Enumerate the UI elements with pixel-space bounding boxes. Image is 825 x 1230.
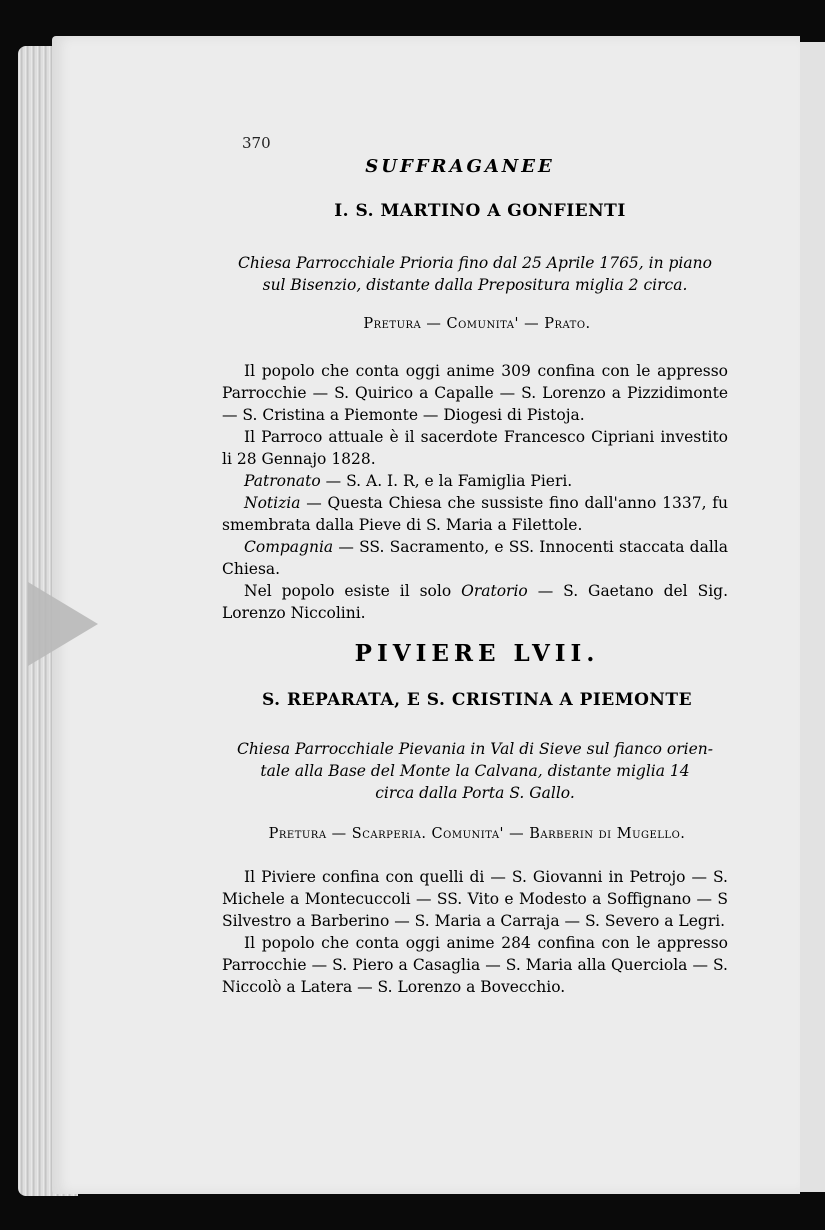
entry1-pretura: Pretura — Comunita' — Prato. — [363, 316, 591, 332]
entry1-paragraph-4 — [222, 492, 728, 536]
entry2-intro-line2: tale alla Base del Monte la Calvana, distante miglia 14 — [260, 762, 690, 780]
entry2-title: S. REPARATA, E S. CRISTINA A PIEMONTE — [261, 690, 693, 710]
notizia-text: — Questa Chiesa che sussiste fino dall'anno 1337, fu smembrata dalla Pieve di S. Maria a Filettole. — [222, 494, 728, 534]
compagnia-label: Compagnia — [244, 538, 334, 556]
entry2-pretura: Pretura — Scarperia. Comunita' — Barberin di Mugello. — [268, 826, 686, 842]
entry2-intro — [230, 738, 720, 804]
entry2-body — [222, 866, 728, 998]
oratorio-label: Oratorio — [461, 582, 528, 600]
entry1-paragraph-1: Il popolo che conta oggi anime 309 confina con le appresso Parrocchie — S. Quirico a Capalle — S. Lorenzo a Pizzidimonte — S. Cristina a Piemonte — Diogesi di Pistoja. — [222, 362, 728, 424]
notizia-label: Notizia — [244, 494, 301, 512]
oratorio-text: — S. Gaetano del Sig. Lorenzo Niccolini. — [222, 582, 728, 622]
entry1-intro-line1: Chiesa Parrocchiale Prioria fino dal 25 Aprile 1765, in piano — [238, 254, 712, 272]
patronato-text: — S. A. I. R, e la Famiglia Pieri. — [320, 472, 573, 490]
patronato-label: Patronato — [244, 472, 321, 490]
compagnia-text: — SS. Sacramento, e SS. Innocenti staccata dalla Chiesa. — [222, 538, 728, 578]
entry1-paragraph-6 — [222, 580, 728, 624]
bookmark-tab — [28, 582, 98, 666]
page-number: 370 — [242, 134, 271, 152]
oratorio-pre: Nel popolo esiste il solo — [244, 582, 462, 600]
entry1-intro — [230, 252, 720, 296]
entry2-intro-line1: Chiesa Parrocchiale Pievania in Val di Sieve sul fianco orien- — [236, 740, 714, 758]
section-title: SUFFRAGANEE — [365, 156, 555, 177]
entry1-paragraph-2: Il Parroco attuale è il sacerdote Francesco Cipriani investito li 28 Gennajo 1828. — [222, 428, 728, 468]
entry2-paragraph-2: Il popolo che conta oggi anime 284 confina con le appresso Parrocchie — S. Piero a Casaglia — S. Maria alla Querciola — S. Niccolò a Latera — S. Lorenzo a Bovecchio. — [222, 934, 728, 996]
entry2-paragraph-1: Il Piviere confina con quelli di — S. Giovanni in Petrojo — S. Michele a Montecuccoli — SS. Vito e Modesto a Soffignano — S Silvestro a Barberino — S. Maria a Carraja — S. Severo a Legri. — [222, 868, 728, 930]
entry1-paragraph-5 — [222, 536, 728, 580]
piviere-title: PIVIERE LVII. — [354, 640, 600, 667]
entry1-body — [222, 360, 728, 624]
entry2-intro-line3: circa dalla Porta S. Gallo. — [375, 784, 575, 802]
entry1-paragraph-3 — [222, 470, 728, 492]
entry1-title: I. S. MARTINO A GONFIENTI — [334, 201, 626, 221]
entry1-intro-line2: sul Bisenzio, distante dalla Prepositura miglia 2 circa. — [262, 276, 688, 294]
